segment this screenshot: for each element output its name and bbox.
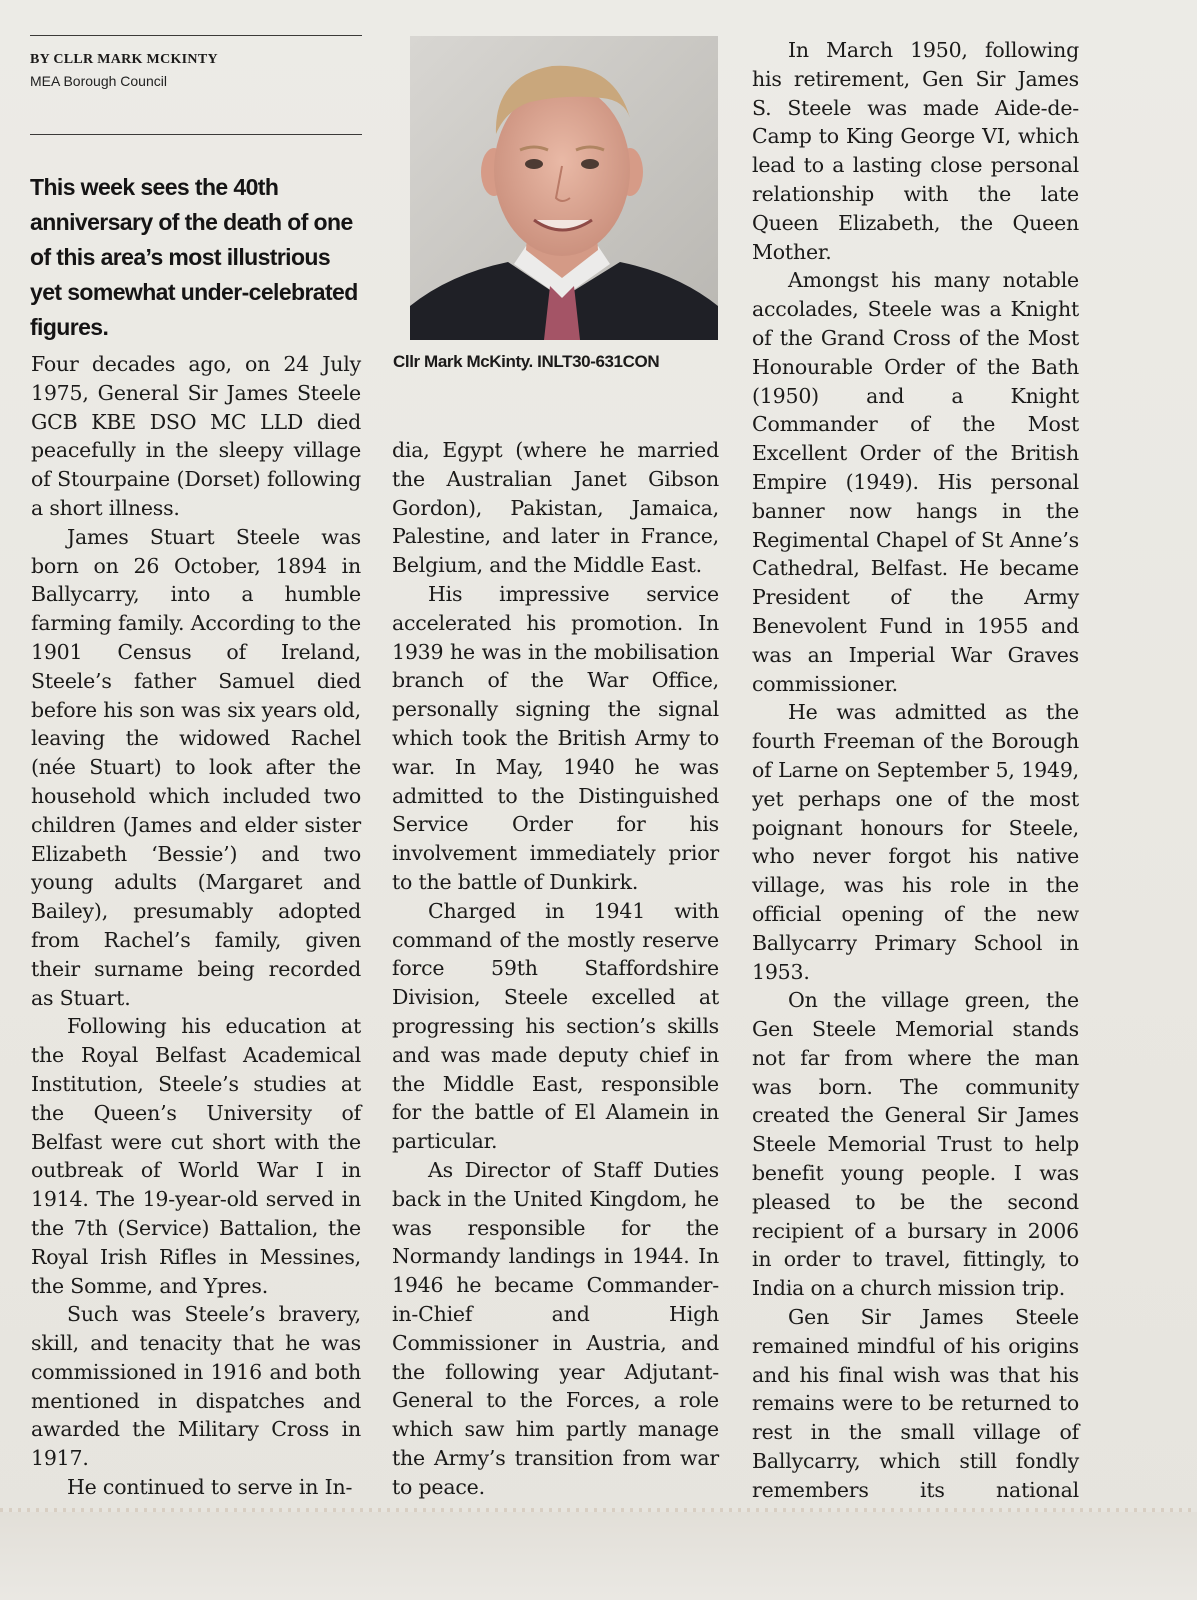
- page-margin: [0, 1512, 1197, 1600]
- paragraph: James Stuart Steele was born on 26 October, 1894 in Ballycarry, into a humble farming family. According to the 1901 Census of Ireland, Steele’s father Samuel died before his son was six years old, leaving the widowed Rachel (née Stuart) to look after the household which included two children (James and elder sister Elizabeth ‘Bessie’) and two young adults (Margaret and Bailey), presumably adopted from Rachel’s family, given their surname being recorded as Stuart.: [31, 524, 361, 1010]
- byline-author: BY CLLR MARK MCKINTY: [30, 52, 218, 67]
- photo-caption: Cllr Mark McKinty. INLT30-631CON: [393, 352, 660, 371]
- paragraph: Charged in 1941 with command of the mostly reserve force 59th Staffordshire Division, Steele excelled at progressing his section’s skills and was made deputy chief in the Middle East, responsible for the battle of El Alamein in particular.: [392, 898, 719, 1154]
- paragraph: Following his education at the Royal Belfast Academical Institution, Steele’s studies at the Queen’s University of Belfast were cut short with the outbreak of World War I in 1914. The 19-year-old served in the 7th (Service) Battalion, the Royal Irish Rifles in Messines, the Somme, and Ypres.: [31, 1014, 361, 1298]
- paragraph: As Director of Staff Duties back in the United Kingdom, he was responsible for the Normandy landings in 1944. In 1946 he became Commander-in-Chief and High Commissioner in Austria, and the following year Adjutant-General to the Forces, a role which saw him partly manage the Army’s transition from war to peace.: [392, 1157, 719, 1499]
- paragraph: His impressive service accelerated his promotion. In 1939 he was in the mobilisation branch of the War Office, personally signing the signal which took the British Army to war. In May, 1940 he was admitted to the Distinguished Service Order for his involvement immediately prior to the battle of Dunkirk.: [392, 581, 719, 894]
- byline-rule: [30, 134, 362, 135]
- top-rule: [30, 35, 362, 36]
- paragraph: He was admitted as the fourth Freeman of the Borough of Larne on September 5, 1949, yet perhaps one of the most poignant honours for Steele, who never forgot his native village, was his role in the official opening of the new Ballycarry Primary School in 1953.: [752, 700, 1079, 984]
- article-column-3: [752, 36, 1079, 1533]
- paragraph: Gen Sir James Steele remained mindful of his origins and his final wish was that his remains were to be returned to rest in the small village of Ballycarry, which still fondly remembers its national: [752, 1305, 1079, 1502]
- article-column-1: [31, 350, 361, 1502]
- paragraph: In March 1950, following his retirement, Gen Sir James S. Steele was made Aide-de-Camp to King George VI, which lead to a lasting close personal relationship with the late Queen Elizabeth, the Queen Mother.: [752, 38, 1079, 264]
- standfirst: This week sees the 40th anniversary of the death of one of this area’s most illustrious yet somewhat under-celebrated figures.: [30, 174, 358, 340]
- byline-organisation: MEA Borough Council: [30, 73, 167, 89]
- paragraph: On the village green, the Gen Steele Memorial stands not far from where the man was born. The community created the General Sir James Steele Memorial Trust to help benefit young people. I was pleased to be the second recipient of a bursary in 2006 in order to travel, fittingly, to India on a church mission trip.: [752, 988, 1079, 1301]
- paragraph: Such was Steele’s bravery, skill, and tenacity that he was commissioned in 1916 and both mentioned in dispatches and awarded the Military Cross in 1917.: [31, 1302, 361, 1471]
- paragraph: dia, Egypt (where he married the Australian Janet Gibson Gordon), Pakistan, Jamaica, Palestine, and later in France, Belgium, and the Middle East.: [392, 438, 719, 578]
- paragraph: Four decades ago, on 24 July 1975, General Sir James Steele GCB KBE DSO MC LLD died peacefully in the sleepy village of Stourpaine (Dorset) following a short illness.: [31, 352, 361, 520]
- article-column-2: [392, 436, 719, 1501]
- paragraph: Amongst his many notable accolades, Steele was a Knight of the Grand Cross of the Most Honourable Order of the Bath (1950) and a Knight Commander of the Most Excellent Order of the British Empire (1949). His personal banner now hangs in the Regimental Chapel of St Anne’s Cathedral, Belfast. He became President of the Army Benevolent Fund in 1955 and was an Imperial War Graves commissioner.: [752, 268, 1079, 696]
- author-photo: [410, 36, 718, 340]
- paragraph: He continued to serve in In-: [67, 1475, 353, 1500]
